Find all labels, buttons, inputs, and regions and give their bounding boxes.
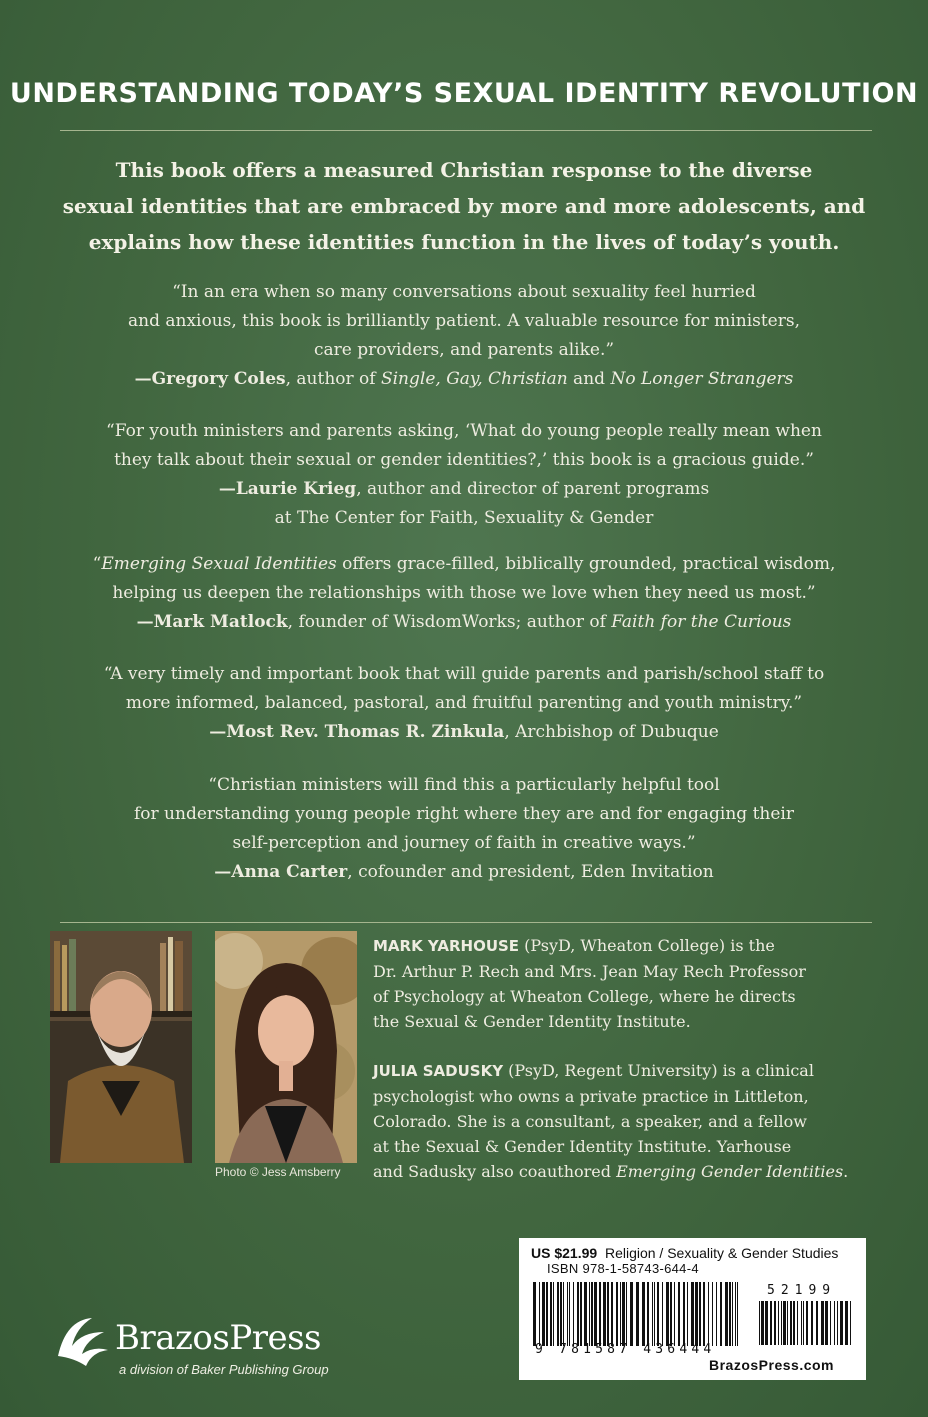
barcode-bar: [781, 1301, 782, 1345]
barcode-bar: [801, 1301, 802, 1345]
endorsement-zinkula: [40, 660, 888, 747]
barcode-bar: [599, 1282, 601, 1346]
bio-line: psychologist who owns a private practice in Littleton,: [373, 1087, 809, 1106]
barcode-bar: [811, 1301, 813, 1345]
bio-line: Dr. Arthur P. Rech and Mrs. Jean May Rech Professor: [373, 962, 806, 981]
barcode-bar: [729, 1282, 731, 1346]
price-addon-digits: 52199: [767, 1283, 837, 1298]
barcode-bar: [825, 1301, 828, 1345]
barcode-bar: [670, 1282, 672, 1346]
quote-line: they talk about their sexual or gender identities?,’ this book is a gracious guide.”: [114, 450, 814, 470]
endorser-attribution: —Most Rev. Thomas R. Zinkula, Archbishop of Dubuque: [209, 722, 719, 742]
barcode-bar: [589, 1282, 590, 1346]
endorser-attribution: —Mark Matlock, founder of WisdomWorks; author of Faith for the Curious: [136, 612, 792, 632]
barcode-bar: [837, 1301, 838, 1345]
quote-line: care providers, and parents alike.”: [313, 340, 615, 360]
book-title: Faith for the Curious: [611, 612, 792, 632]
book-title: Single, Gay, Christian: [380, 369, 568, 389]
barcode-bar: [737, 1282, 738, 1346]
barcode-bar: [793, 1301, 795, 1345]
barcode-bar: [783, 1301, 786, 1345]
endorsement-coles: [40, 278, 888, 394]
quote-line: “Emerging Sexual Identities offers grace-filled, biblically grounded, practical wisdom,: [92, 554, 836, 574]
endorser-name: —Mark Matlock: [136, 612, 288, 632]
quote-line: more informed, balanced, pastoral, and fruitful parenting and youth ministry.”: [125, 693, 803, 713]
publisher-name: BrazosPress: [115, 1318, 321, 1358]
barcode-bar: [712, 1282, 713, 1346]
barcode-bar: [761, 1301, 764, 1345]
summary-line: sexual identities that are embraced by more and more adolescents, and: [62, 194, 866, 218]
quote-line: for understanding young people right where they are and for engaging their: [134, 804, 794, 824]
barcode-bar: [560, 1282, 562, 1346]
author-divider: [60, 922, 872, 923]
barcode-bar: [620, 1282, 621, 1346]
barcode-bar: [735, 1282, 736, 1346]
endorsement-matlock: [40, 550, 888, 637]
publisher-url: BrazosPress.com: [709, 1357, 835, 1373]
isbn: ISBN 978-1-58743-644-4: [547, 1261, 699, 1276]
book-summary: [40, 152, 888, 260]
barcode-bar: [563, 1282, 564, 1346]
summary-line: explains how these identities function in the lives of today’s youth.: [88, 230, 840, 254]
barcode-bar: [797, 1301, 798, 1345]
barcode-bar: [557, 1282, 559, 1346]
barcode-bar: [626, 1282, 627, 1346]
back-cover-heading: UNDERSTANDING TODAY’S SEXUAL IDENTITY REVOLUTION: [9, 78, 919, 109]
barcode-bar: [765, 1301, 768, 1345]
barcode-bar: [778, 1301, 779, 1345]
barcode-bar: [850, 1301, 851, 1345]
barcode-bar: [716, 1282, 717, 1346]
barcode-bar: [821, 1301, 824, 1345]
barcode-bar: [790, 1301, 792, 1345]
summary-line: This book offers a measured Christian response to the diverse: [115, 158, 813, 182]
book-title: Emerging Sexual Identities: [101, 554, 337, 574]
bio-line: of Psychology at Wheaton College, where he directs: [373, 987, 796, 1006]
barcode-bar: [603, 1282, 606, 1346]
barcode-bar: [539, 1282, 540, 1346]
endorsement-carter: [40, 771, 888, 887]
barcode-bar: [662, 1282, 663, 1346]
barcode-bar: [674, 1282, 675, 1346]
barcode-bar: [725, 1282, 728, 1346]
category: Religion / Sexuality & Gender Studies: [604, 1245, 839, 1261]
endorser-name: —Laurie Krieg: [218, 479, 357, 499]
barcode-bar: [695, 1282, 698, 1346]
barcode-box: [519, 1238, 866, 1380]
endorser-name: —Anna Carter: [214, 862, 348, 882]
bio-yarhouse: MARK YARHOUSE (PsyD, Wheaton College) is the Dr. Arthur P. Rech and Mrs. Jean May Rech Professor of Psychology at Wheaton College, where he directs the Sexual & Gender Identity Institute.: [373, 933, 883, 1034]
book-title: Emerging Gender Identities: [616, 1162, 844, 1181]
barcode-bar: [657, 1282, 659, 1346]
barcode-bar: [816, 1301, 818, 1345]
barcode-bar: [840, 1301, 843, 1345]
barcode-bar: [616, 1282, 618, 1346]
quote-line: “In an era when so many conversations about sexuality feel hurried: [172, 282, 756, 302]
quote-line: “For youth ministers and parents asking, ‘What do young people really mean when: [106, 421, 822, 441]
barcode-bar: [611, 1282, 613, 1346]
barcode-bar: [573, 1282, 574, 1346]
bio-line: the Sexual & Gender Identity Institute.: [373, 1012, 691, 1031]
quote-line: helping us deepen the relationships with those we love when they need us most.”: [112, 583, 816, 603]
author-name: MARK YARHOUSE: [373, 937, 520, 955]
isbn-barcode: [533, 1282, 741, 1346]
barcode-bar: [759, 1301, 760, 1345]
barcode-bar: [687, 1282, 688, 1346]
barcode-bar: [580, 1282, 582, 1346]
portrait-illustration: [50, 931, 192, 1163]
barcode-bar: [732, 1282, 733, 1346]
endorser-role: at The Center for Faith, Sexuality & Gender: [274, 508, 654, 528]
quote-line: self-perception and journey of faith in creative ways.”: [232, 833, 696, 853]
barcode-bar: [830, 1301, 831, 1345]
barcode-bar: [647, 1282, 649, 1346]
barcode-bar: [577, 1282, 579, 1346]
heading-divider: [60, 130, 872, 131]
endorser-name: —Gregory Coles: [134, 369, 286, 389]
barcode-bar: [550, 1282, 552, 1346]
endorser-attribution: —Anna Carter, cofounder and president, Eden Invitation: [214, 862, 714, 882]
barcode-bar: [834, 1301, 835, 1345]
barcode-bar: [569, 1282, 570, 1346]
barcode-bar: [553, 1282, 554, 1346]
barcode-bar: [703, 1282, 705, 1346]
bio-line: at the Sexual & Gender Identity Institute. Yarhouse: [373, 1137, 792, 1156]
endorser-attribution: —Laurie Krieg, author and director of parent programs: [218, 479, 710, 499]
barcode-bar: [533, 1282, 536, 1346]
barcode-bar: [787, 1301, 788, 1345]
barcode-bar: [666, 1282, 669, 1346]
endorser-name: —Most Rev. Thomas R. Zinkula: [209, 722, 505, 742]
barcode-bar: [720, 1282, 722, 1346]
addon-barcode: [759, 1301, 855, 1345]
author-photo-sadusky: [215, 931, 357, 1163]
barcode-bar: [691, 1282, 694, 1346]
barcode-bar: [652, 1282, 653, 1346]
endorser-attribution: —Gregory Coles, author of Single, Gay, Christian and No Longer Strangers: [134, 369, 794, 389]
barcode-bar: [542, 1282, 545, 1346]
barcode-bar: [845, 1301, 848, 1345]
barcode-bar: [803, 1301, 804, 1345]
barcode-bar: [584, 1282, 587, 1346]
endorsement-krieg: [40, 417, 888, 533]
portrait-illustration: [215, 931, 357, 1163]
book-title: No Longer Strangers: [610, 369, 794, 389]
price: US $21.99: [531, 1245, 598, 1261]
bio-sadusky: JULIA SADUSKY (PsyD, Regent University) is a clinical psychologist who owns a private practice in Littleton, Colorado. She is a consultant, a speaker, and a fellow at the Sexual & Gender Identity Institute. Yarhouse and Sadusky also coauthored Emerging Gender Identities.: [373, 1058, 883, 1184]
barcode-bar: [678, 1282, 680, 1346]
quote-line: “Christian ministers will find this a particularly helpful tool: [208, 775, 720, 795]
publisher-subtitle: a division of Baker Publishing Group: [119, 1362, 329, 1377]
barcode-bar: [630, 1282, 633, 1346]
quote-line: and anxious, this book is brilliantly patient. A valuable resource for ministers,: [127, 311, 800, 331]
barcode-bar: [591, 1282, 593, 1346]
barcode-digits: 9 781587 436444: [535, 1342, 716, 1357]
barcode-bar: [622, 1282, 625, 1346]
brazos-press-logo-icon: [52, 1312, 112, 1370]
barcode-bar: [567, 1282, 568, 1346]
bio-line: and Sadusky also coauthored Emerging Gender Identities.: [373, 1162, 849, 1181]
barcode-bar: [774, 1301, 776, 1345]
barcode-bar: [806, 1301, 808, 1345]
photo-credit: Photo © Jess Amsberry: [215, 1165, 341, 1179]
barcode-bar: [636, 1282, 639, 1346]
barcode-bar: [770, 1301, 772, 1345]
author-name: JULIA SADUSKY: [373, 1062, 504, 1080]
barcode-bar: [683, 1282, 685, 1346]
barcode-bar: [708, 1282, 709, 1346]
barcode-bar: [594, 1282, 597, 1346]
barcode-bar: [607, 1282, 609, 1346]
barcode-bar: [642, 1282, 645, 1346]
barcode-bar: [654, 1282, 655, 1346]
barcode-bar: [546, 1282, 548, 1346]
bio-line: Colorado. She is a consultant, a speaker, and a fellow: [373, 1112, 807, 1131]
barcode-bar: [699, 1282, 701, 1346]
quote-line: “A very timely and important book that will guide parents and parish/school staff to: [103, 664, 825, 684]
author-photo-yarhouse: [50, 931, 192, 1163]
